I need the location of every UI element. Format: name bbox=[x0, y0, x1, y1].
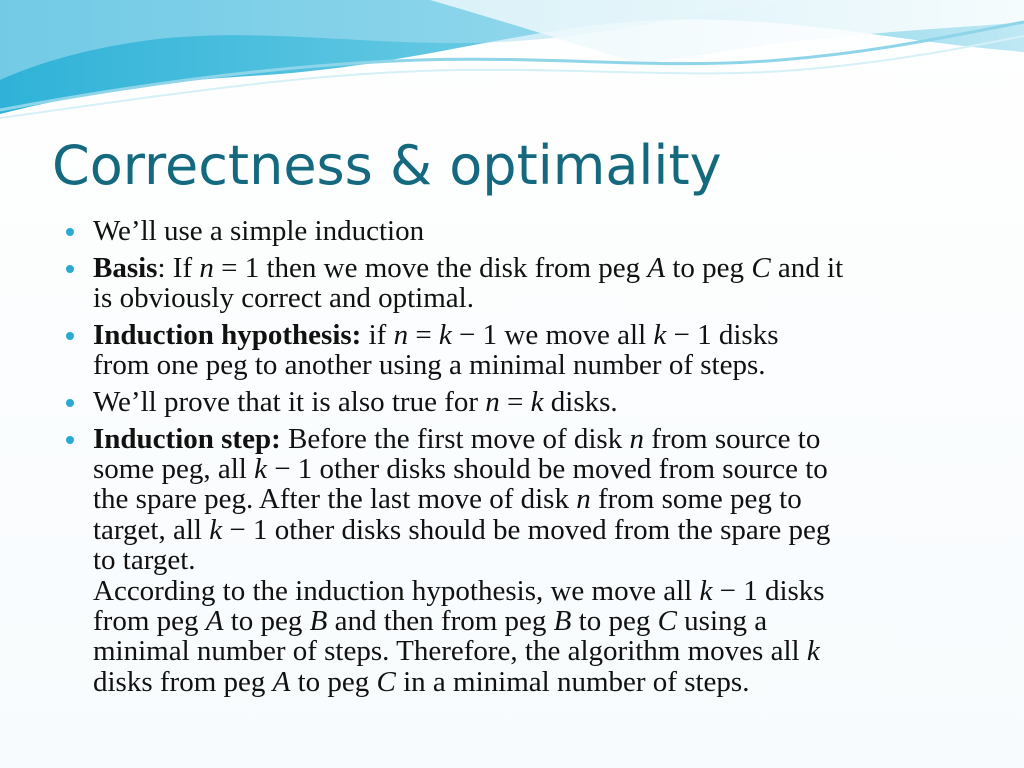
bullet-item bbox=[0, 320, 1024, 381]
bullet-line: some peg, all k − 1 other disks should be moved from source to bbox=[93, 453, 828, 486]
bullet-line: from peg A to peg B and then from peg B to peg C using a bbox=[93, 605, 768, 638]
bullet-line: minimal number of steps. Therefore, the algorithm moves all k bbox=[93, 635, 820, 668]
header-wave-decoration bbox=[0, 0, 1024, 130]
bullet-line: from one peg to another using a minimal number of steps. bbox=[93, 349, 766, 382]
bullet-dot-icon bbox=[66, 436, 74, 444]
bullet-item bbox=[0, 387, 1024, 417]
bullet-dot-icon bbox=[66, 399, 74, 407]
bullet-line: the spare peg. After the last move of disk n from some peg to bbox=[93, 483, 802, 516]
bullet-line: We’ll prove that it is also true for n = k disks. bbox=[93, 385, 618, 418]
bullet-line: Induction step: Before the first move of disk n from source to bbox=[93, 422, 821, 455]
bullet-line: disks from peg A to peg C in a minimal number of steps. bbox=[93, 665, 750, 698]
bullet-line: Induction hypothesis: if n = k − 1 we move all k − 1 disks bbox=[93, 318, 779, 351]
bullet-item bbox=[0, 424, 1024, 698]
bullet-line: to target. bbox=[93, 544, 196, 577]
bullet-dot-icon bbox=[66, 228, 74, 236]
bullet-item bbox=[0, 253, 1024, 314]
bullet-line: We’ll use a simple induction bbox=[93, 215, 425, 247]
slide-title: Correctness & optimality bbox=[52, 134, 722, 197]
bullet-line: is obviously correct and optimal. bbox=[93, 282, 474, 315]
bullet-line: Basis: If n = 1 then we move the disk from peg A to peg C and it bbox=[93, 251, 844, 284]
bullet-list bbox=[0, 216, 1024, 704]
bullet-line: target, all k − 1 other disks should be moved from the spare peg bbox=[93, 513, 831, 546]
bullet-line: According to the induction hypothesis, we move all k − 1 disks bbox=[93, 574, 825, 607]
bullet-dot-icon bbox=[66, 332, 74, 340]
bullet-dot-icon bbox=[66, 265, 74, 273]
bullet-item bbox=[0, 216, 1024, 246]
